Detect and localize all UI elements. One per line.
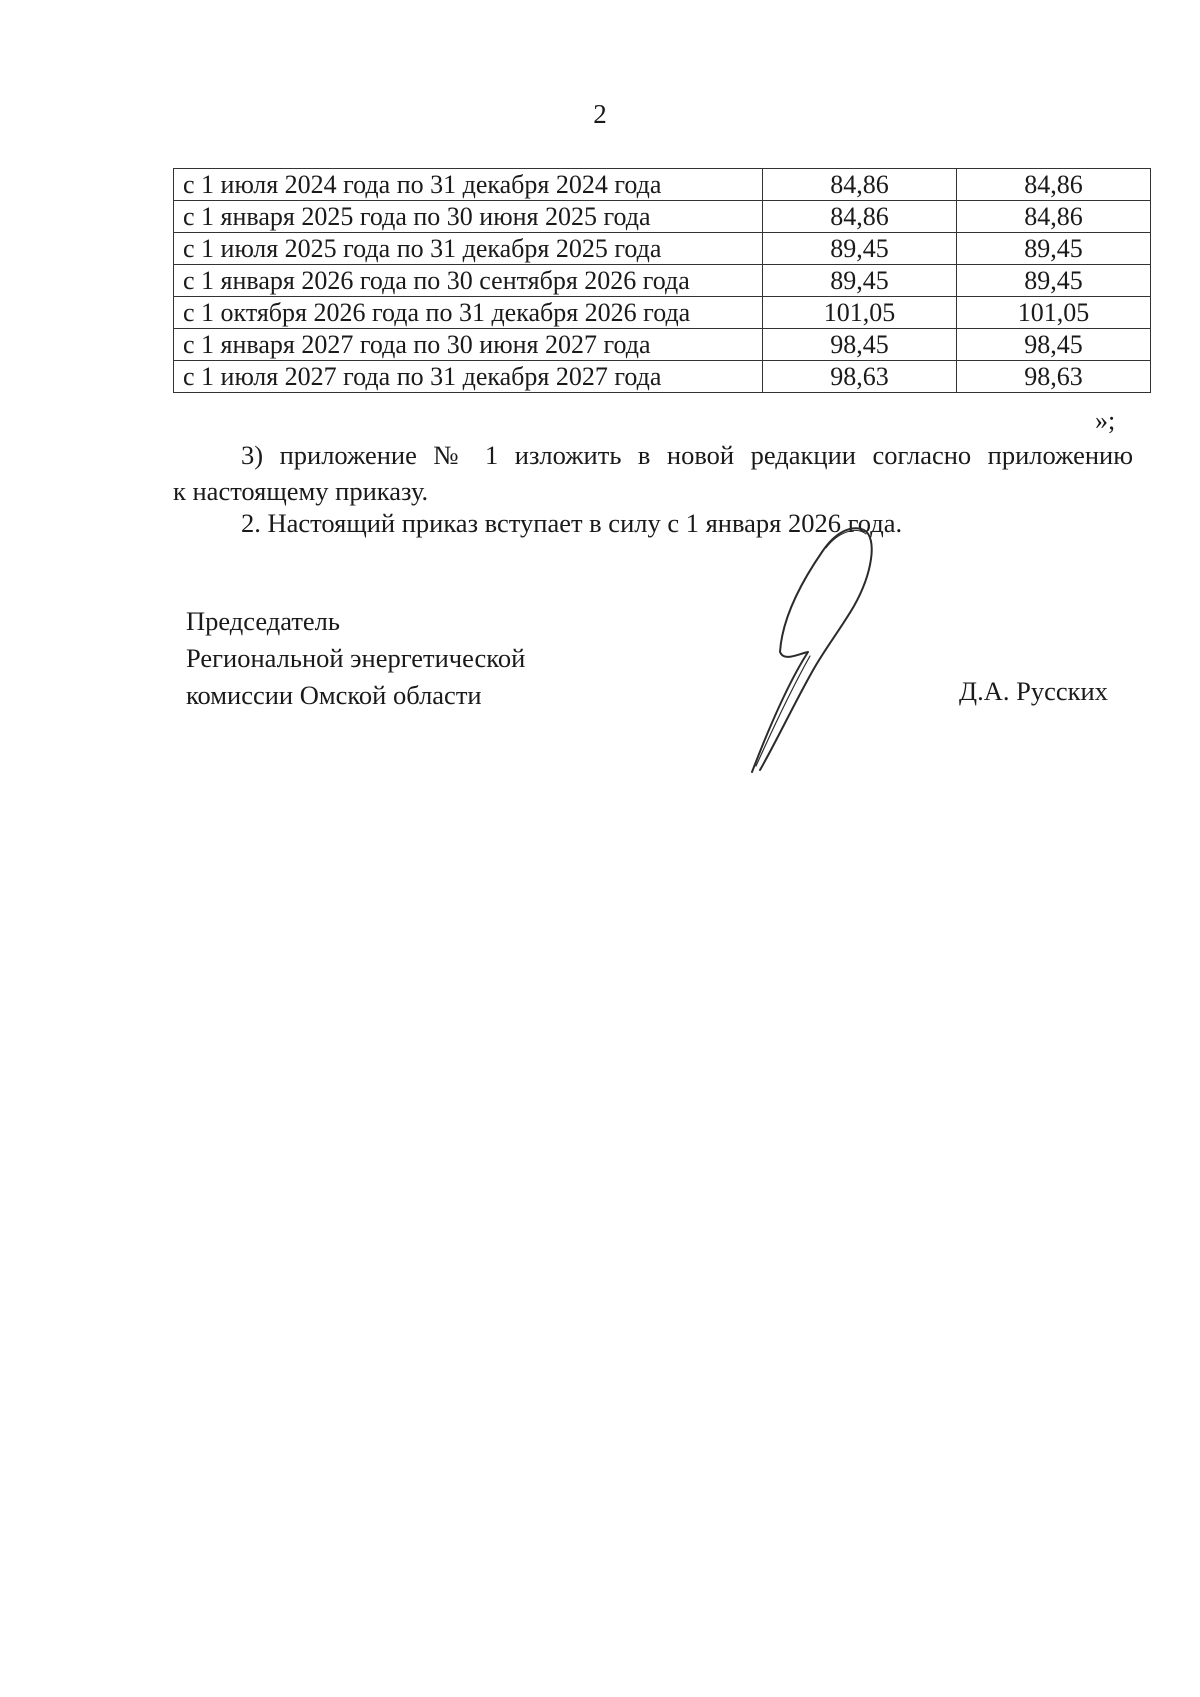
signatory-title <box>186 603 525 714</box>
period-cell: с 1 января 2026 года по 30 сентября 2026 года <box>174 265 763 297</box>
closing-quote: »; <box>1095 406 1116 435</box>
signatory-title-line-3: комиссии Омской области <box>186 680 482 710</box>
table-row <box>174 297 1151 329</box>
value-cell: 84,86 <box>763 169 957 201</box>
value-cell: 98,63 <box>763 361 957 393</box>
value-cell: 84,86 <box>957 201 1151 233</box>
value-cell: 101,05 <box>763 297 957 329</box>
page-number: 2 <box>593 99 607 129</box>
handwritten-signature <box>730 520 910 780</box>
period-cell: с 1 октября 2026 года по 31 декабря 2026 года <box>174 297 763 329</box>
table-row <box>174 329 1151 361</box>
signatory-name: Д.А. Русских <box>959 676 1108 706</box>
value-cell: 89,45 <box>763 233 957 265</box>
value-cell: 98,45 <box>763 329 957 361</box>
value-cell: 98,63 <box>957 361 1151 393</box>
value-cell: 89,45 <box>957 233 1151 265</box>
value-cell: 84,86 <box>957 169 1151 201</box>
value-cell: 89,45 <box>957 265 1151 297</box>
period-cell: с 1 января 2025 года по 30 июня 2025 года <box>174 201 763 233</box>
table-row <box>174 361 1151 393</box>
value-cell: 89,45 <box>763 265 957 297</box>
value-cell: 101,05 <box>957 297 1151 329</box>
period-cell: с 1 июля 2025 года по 31 декабря 2025 года <box>174 233 763 265</box>
item-2-paragraph: 2. Настоящий приказ вступает в силу с 1 января 2026 года. <box>241 508 903 538</box>
value-cell: 84,86 <box>763 201 957 233</box>
signatory-title-line-1: Председатель <box>186 606 340 636</box>
signatory-title-line-2: Региональной энергетической <box>186 643 526 673</box>
table-row <box>174 265 1151 297</box>
tariff-table <box>173 168 1151 393</box>
item-3-line-2: к настоящему приказу. <box>173 476 429 506</box>
table-row <box>174 169 1151 201</box>
table-row <box>174 233 1151 265</box>
value-cell: 98,45 <box>957 329 1151 361</box>
period-cell: с 1 июля 2024 года по 31 декабря 2024 года <box>174 169 763 201</box>
period-cell: с 1 июля 2027 года по 31 декабря 2027 года <box>174 361 763 393</box>
period-cell: с 1 января 2027 года по 30 июня 2027 года <box>174 329 763 361</box>
item-3-line-1: 3) приложение № 1 изложить в новой редакции согласно приложению <box>241 440 1133 470</box>
table-row <box>174 201 1151 233</box>
